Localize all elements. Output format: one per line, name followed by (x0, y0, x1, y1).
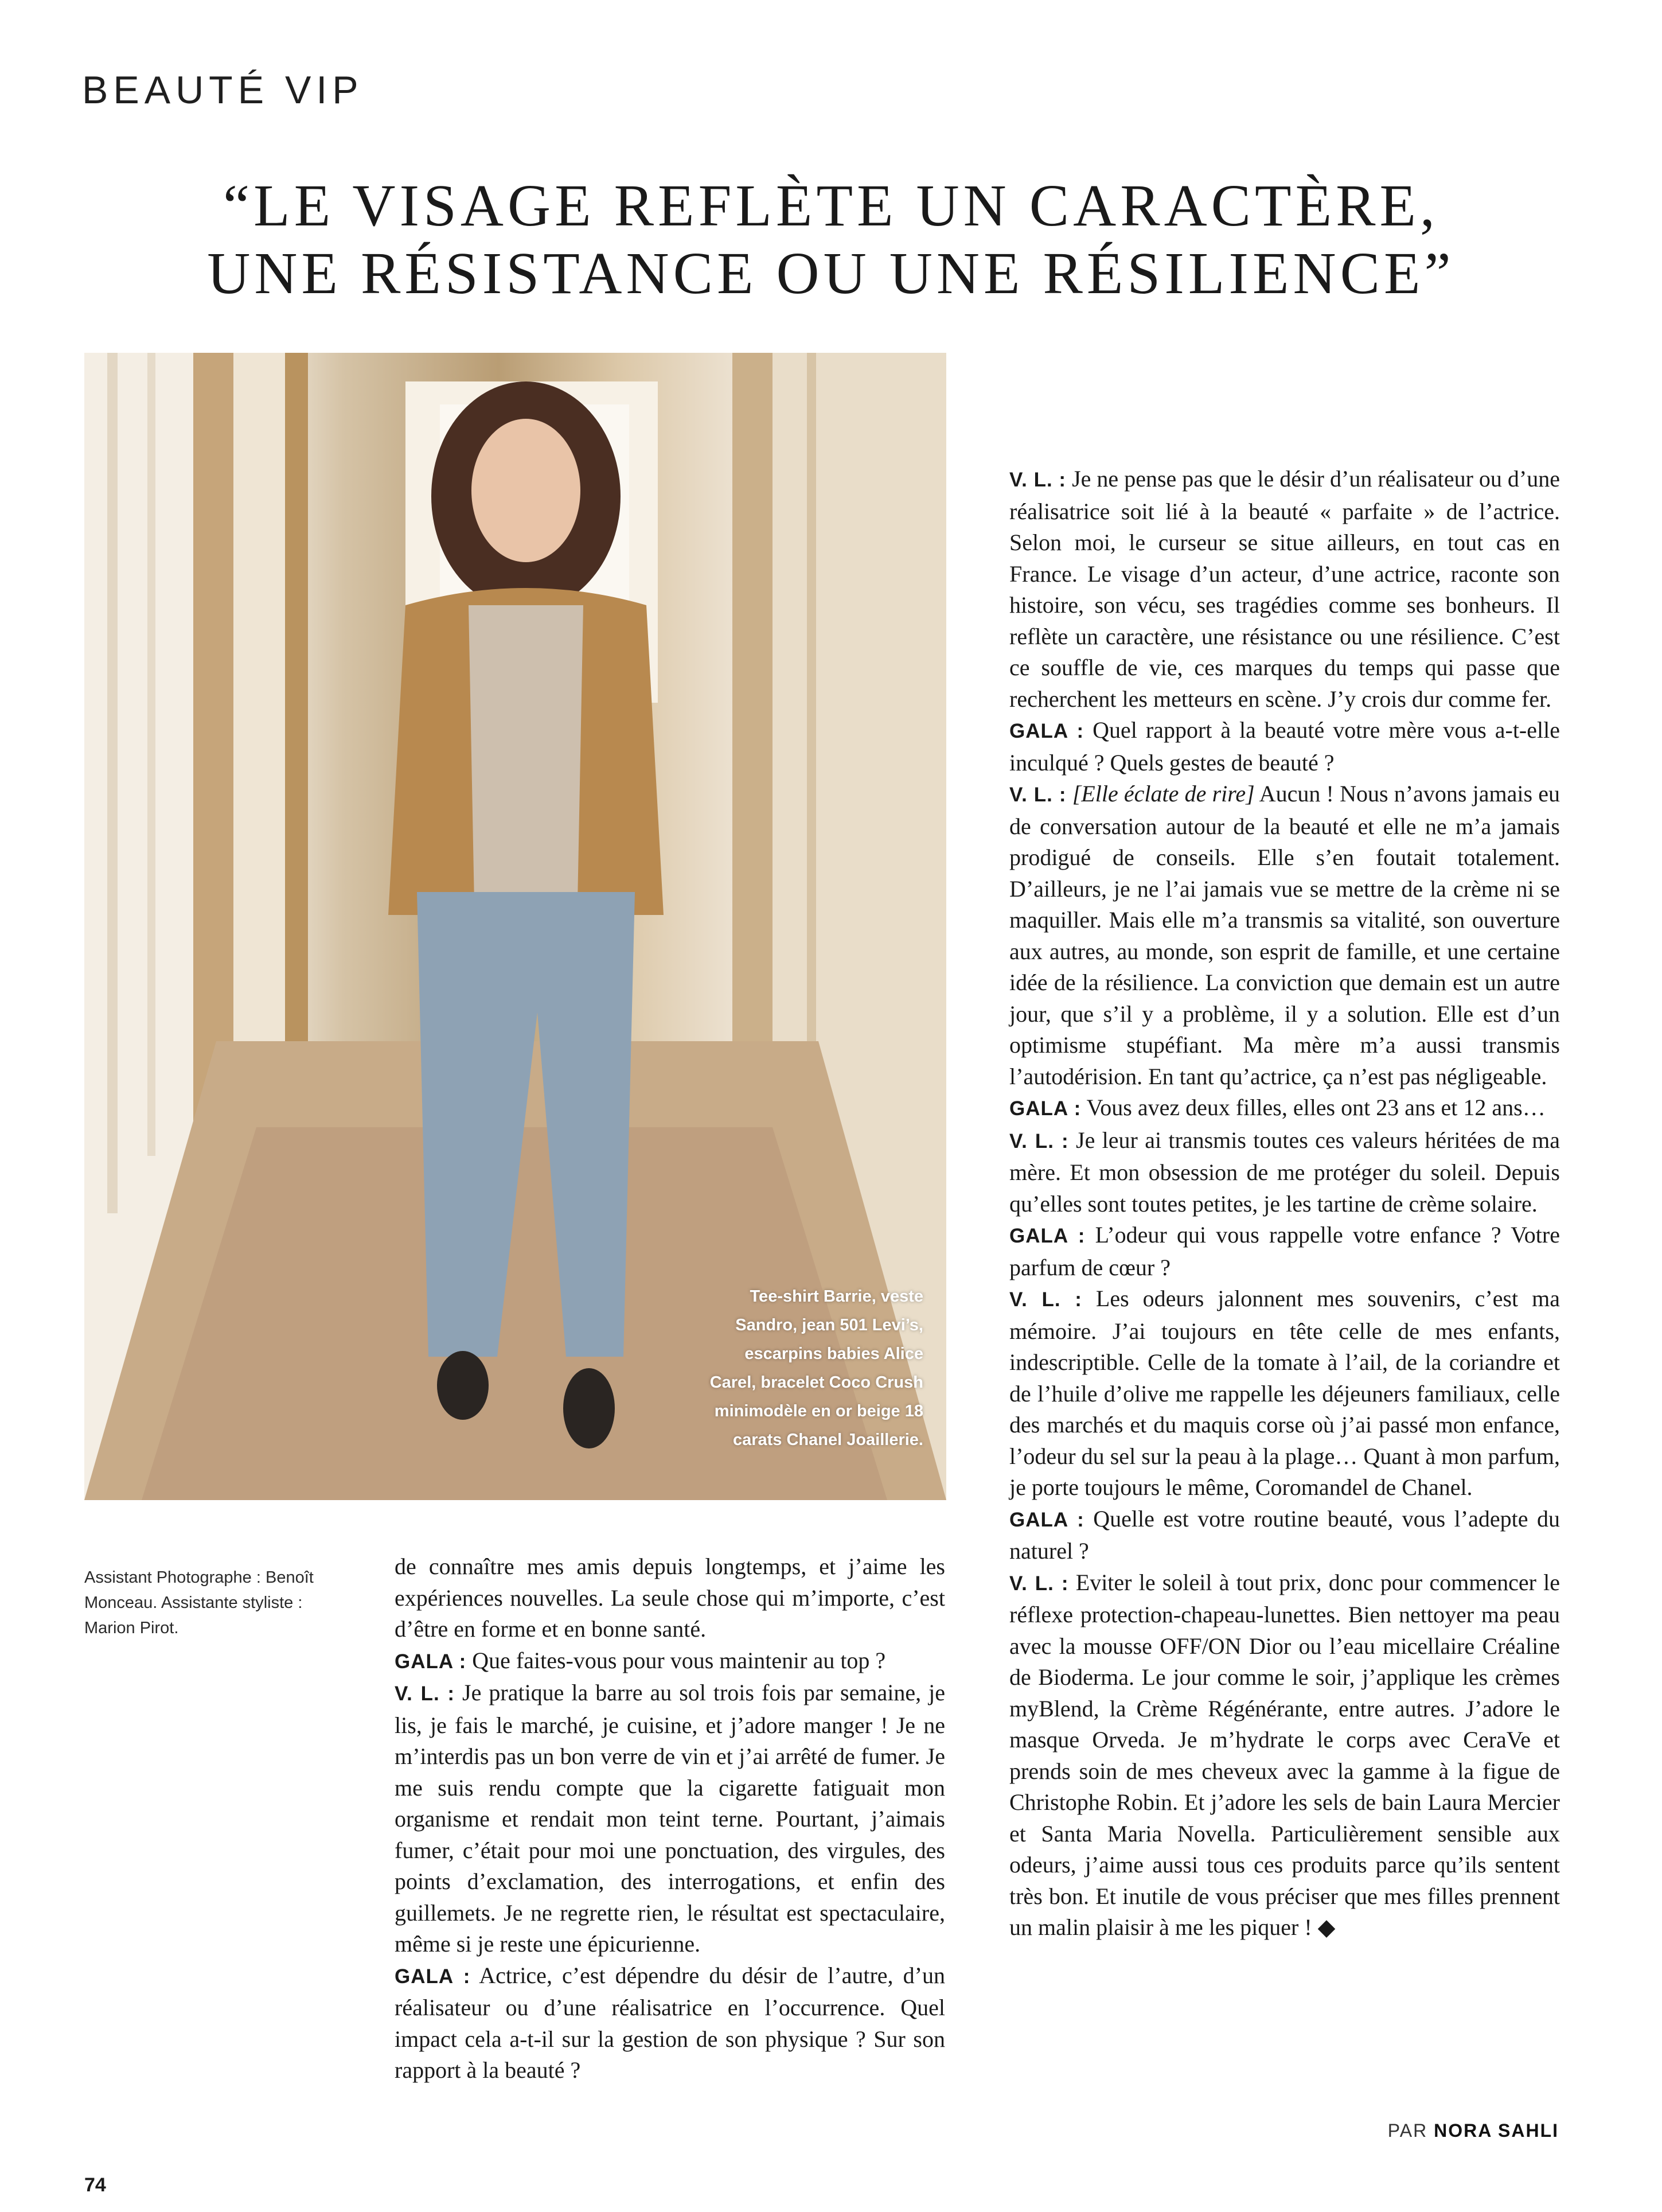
photo-caption: Tee-shirt Barrie, veste Sandro, jean 501 Levi’s, escarpins babies Alice Carel, bracelet Coco Crush minimodèle en or beige 18 carats Chanel Joaillerie. (709, 1287, 923, 1449)
question-text: Actrice, c’est dépendre du désir de l’autre, d’un réalisateur ou d’une réalisatrice en l’occurrence. Quel impact cela a-t-il sur la gestion de son physique ? Sur son rapport à la beauté ? (395, 1962, 945, 2083)
photo-credits: Assistant Photographe : Benoît Monceau. Assistante styliste : Marion Pirot. (84, 1568, 314, 1637)
speaker-label: GALA : (1009, 720, 1084, 742)
answer-text: Je ne pense pas que le désir d’un réalisateur ou d’une réalisatrice soit lié à la beauté « parfaite » de l’actrice. Selon moi, le curseur se situe ailleurs, en tout cas en France. Le visage d’un acteur, d’une actrice, raconte son histoire, son vécu, ses tragédies comme ses bonheurs. Il reflète un caractère, une résistance ou une résilience. C’est ce souffle de vie, ces marques du temps qui passe que recherchent les metteurs en scène. J’y crois dur comme fer. (1009, 466, 1560, 712)
answer-text: de connaître mes amis depuis longtemps, et j’aime les expériences nouvelles. La seule chose qui m’importe, c’est d’être en forme et en bonne santé. (395, 1553, 945, 1642)
headline-line-2: UNE RÉSISTANCE OU UNE RÉSILIENCE” (207, 240, 1455, 306)
byline-author: NORA SAHLI (1434, 2120, 1559, 2141)
column-right (1009, 464, 1560, 1944)
speaker-label: GALA : (395, 1650, 467, 1673)
question-text: Quelle est votre routine beauté, vous l’adepte du naturel ? (1009, 1505, 1560, 1564)
speaker-label: GALA : (1009, 1508, 1084, 1531)
stage-direction: [Elle éclate de rire] (1066, 781, 1255, 807)
page-number: 74 (84, 2174, 106, 2196)
speaker-label: V. L. : (1009, 1130, 1069, 1152)
speaker-label: V. L. : (1009, 1572, 1069, 1595)
speaker-label: V. L. : (395, 1683, 455, 1705)
speaker-label: V. L. : (1009, 1288, 1082, 1311)
paragraph (395, 1551, 945, 2086)
byline (1388, 2120, 1559, 2141)
column-middle (395, 1551, 945, 2086)
speaker-label: V. L. : (1009, 784, 1067, 806)
question-text: Vous avez deux filles, elles ont 23 ans et 12 ans… (1081, 1095, 1546, 1120)
answer-text: Je leur ai transmis toutes ces valeurs héritées de ma mère. Et mon obsession de me protéger du soleil. Depuis qu’elles sont toutes petites, je les tartine de crème solaire. (1009, 1127, 1560, 1217)
speaker-label: GALA : (1009, 1097, 1082, 1120)
answer-text: Je pratique la barre au sol trois fois par semaine, je lis, je fais le marché, je cuisine, et j’adore manger ! Je ne m’interdis pas un bon verre de vin et j’ai arrêté de fumer. Je me suis rendu compte que la cigarette fatiguait mon organisme et rendait mon teint terne. Pourtant, j’aimais fumer, c’était pour moi une ponctuation, des virgules, des points d’exclamation, des interrogations, et enfin des guillemets. Je ne regrette rien, le résultat est spectaculaire, même si je reste une épicurienne. (395, 1680, 945, 1957)
paragraph (1009, 464, 1560, 1944)
headline-line-1: “LE VISAGE REFLÈTE UN CARACTÈRE, (223, 173, 1439, 239)
article-headline (115, 172, 1547, 307)
byline-prefix: PAR (1387, 2120, 1434, 2141)
section-rubric: BEAUTÉ VIP (82, 68, 364, 112)
answer-text: Eviter le soleil à tout prix, donc pour commencer le réflexe protection-chapeau-lunettes. Bien nettoyer ma peau avec la mousse OFF/ON Dior ou l’eau micellaire Créaline de Bioderma. Le jour comme le soir, j’applique les crèmes myBlend, la Crème Régénérante, entre autres. J’adore le masque Orveda. Je m’hydrate le corps avec CeraVe et prends soin de mes cheveux avec la gamme à la figue de Christophe Robin. Et j’adore les sels de bain Laura Mercier et Santa Maria Novella. Particulièrement sensible aux odeurs, j’aime aussi tous ces produits parce qu’ils sentent très bon. Et inutile de vous préciser que mes filles prennent un malin plaisir à me les piquer ! ◆ (1009, 1569, 1560, 1940)
question-text: Quel rapport à la beauté votre mère vous a-t-elle inculqué ? Quels gestes de beauté ? (1009, 717, 1560, 776)
question-text: Que faites-vous pour vous maintenir au top ? (466, 1647, 886, 1673)
speaker-label: GALA : (1009, 1225, 1086, 1247)
speaker-label: GALA : (395, 1965, 471, 1988)
answer-text: Les odeurs jalonnent mes souvenirs, c’est ma mémoire. J’ai toujours en tête celle de mes enfants, indescriptible. Celle de la tomate à l’ail, de la coriandre et de l’huile d’olive me rappelle les déjeuners familiaux, celle des marchés et du maquis corse où j’ai passé mon enfance, l’odeur du sel sur la peau à la plage… Quant à mon parfum, je porte toujours le même, Coromandel de Chanel. (1009, 1286, 1560, 1500)
portrait-photo (84, 353, 946, 1500)
answer-text: Aucun ! Nous n’avons jamais eu de conversation autour de la beauté et elle ne m’a jamais prodigué de conseils. Elle s’en foutait totalement. D’ailleurs, je ne l’ai jamais vue se mettre de la crème ni se maquiller. Mais elle m’a transmis sa vitalité, son ouverture aux autres, au monde, son esprit de famille, et une certaine idée de la résilience. La conviction que demain est un autre jour, que s’il y a problème, il y a solution. Elle est d’un optimisme stupéfiant. Ma mère m’a aussi transmis l’autodérision. En tant qu’actrice, ça n’est pas négligeable. (1009, 781, 1560, 1089)
question-text: L’odeur qui vous rappelle votre enfance ? Votre parfum de cœur ? (1009, 1222, 1560, 1280)
speaker-label: V. L. : (1009, 469, 1067, 491)
